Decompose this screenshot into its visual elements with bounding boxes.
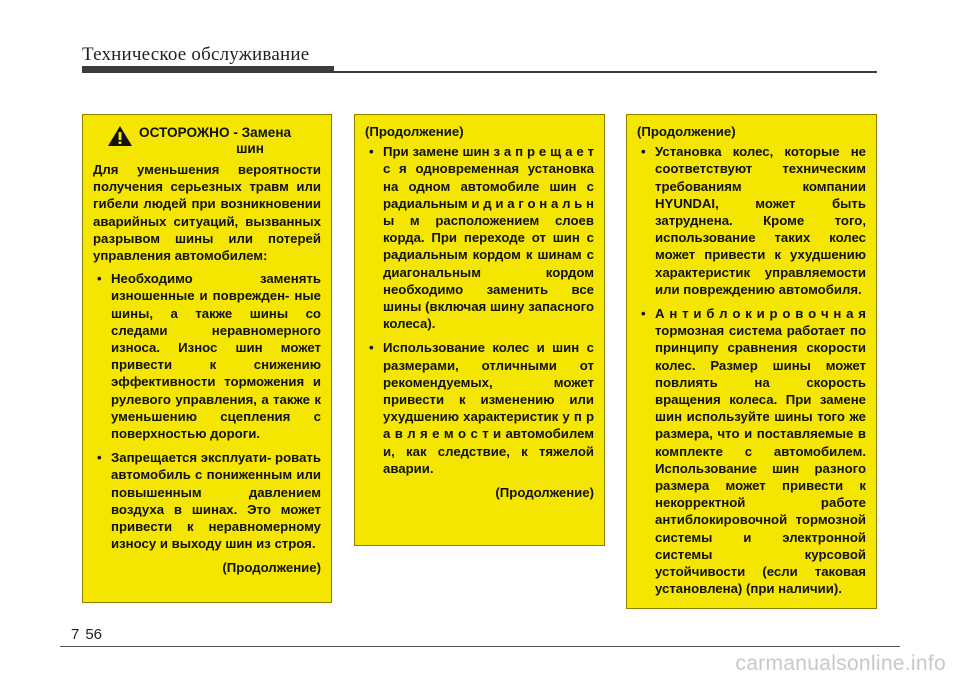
list-item-text: Установка колес, которые не соответствуют техническим требованиям компании HYUNDAI, может быть затруднена. Кроме того, использование таких колес может привести к ухудшению характеристик управляемости или повреждению автомобиля. <box>655 144 866 297</box>
warning-box-3 <box>626 114 877 609</box>
warning-list <box>365 143 594 477</box>
warning-box-1 <box>82 114 332 603</box>
chapter-number: 7 <box>71 626 80 643</box>
continued-label: (Продолжение) <box>495 485 594 501</box>
list-item-text: Необходимо заменять изношенные и поврежден- ные шины, а также шины со следами неравномерного износа. Износ шин может привести к снижению эффективности торможения и рулевого управления, а также к уменьшению сцепления с поверхностью дороги. <box>111 271 321 442</box>
warning-list <box>93 270 321 552</box>
warning-intro: Для уменьшения вероятности получения серьезных травм или гибели людей при возникновении аварийных ситуаций, вызванных разрывом шины или потерей управления автомобилем: <box>93 162 321 264</box>
list-item-text: Использование колес и шин с размерами, отличными от рекомендуемых, может привести к изменению или ухудшению характеристик у п р а в л я е м о с т и автомобилем и, как следствие, к тяжелой аварии. <box>383 340 594 476</box>
warning-title-line-1: ОСТОРОЖНО - Замена <box>139 125 292 140</box>
section-title: Техническое обслуживание <box>82 44 310 65</box>
list-item <box>637 305 866 597</box>
list-item <box>93 270 321 442</box>
bullet-icon: • <box>97 450 102 466</box>
continued-top-label: (Продолжение) <box>365 124 464 139</box>
list-item-text: А н т и б л о к и р о в о ч н а я тормозная система работает по принципу сравнения скорости колес. Размер шины может повлиять на скорость вращения колеса. При замене шин используйте шины того же размера, что и поставляемые в комплекте с автомобилем. Использование шин разного размера может привести к некорректной работе антиблокировочной тормозной системы и электронной системы курсовой устойчивости (если таковая установлена) (при наличии). <box>655 306 866 597</box>
header-bar <box>82 66 334 73</box>
bullet-icon: • <box>97 271 102 287</box>
list-item <box>365 143 594 332</box>
watermark: carmanualsonline.info <box>735 652 946 675</box>
list-item <box>637 143 866 298</box>
continued-label: (Продолжение) <box>222 560 321 576</box>
warning-box-2 <box>354 114 605 546</box>
header-rule <box>334 71 877 73</box>
bullet-icon: • <box>641 306 646 322</box>
list-item <box>365 339 594 477</box>
list-item <box>93 449 321 552</box>
warning-heading <box>93 125 321 157</box>
continued-top-label: (Продолжение) <box>637 124 736 139</box>
page-number <box>71 626 102 643</box>
list-item-text: Запрещается эксплуати- ровать автомобиль с пониженным или повышенным давлением воздуха в шинах. Это может привести к неравномерному износу и выходу шин из строя. <box>111 450 321 552</box>
page-number-value: 56 <box>85 626 103 643</box>
bullet-icon: • <box>369 340 374 356</box>
list-item-text: При замене шин з а п р е щ а е т с я одновременная установка на одном автомобиле шин с радиальным и д и а г о н а л ь н ы м расположением слоев корда. При переходе от шин с радиальным кордом к шинам с диагональным кордом необходимо заменить все шины (включая шину запасного колеса). <box>383 144 594 332</box>
warning-title-line-2: шин <box>236 141 264 156</box>
warning-list <box>637 143 866 597</box>
bullet-icon: • <box>369 144 374 160</box>
bullet-icon: • <box>641 144 646 160</box>
warning-triangle-icon <box>107 125 133 147</box>
warning-title <box>139 125 291 157</box>
footer-rule <box>60 646 900 647</box>
